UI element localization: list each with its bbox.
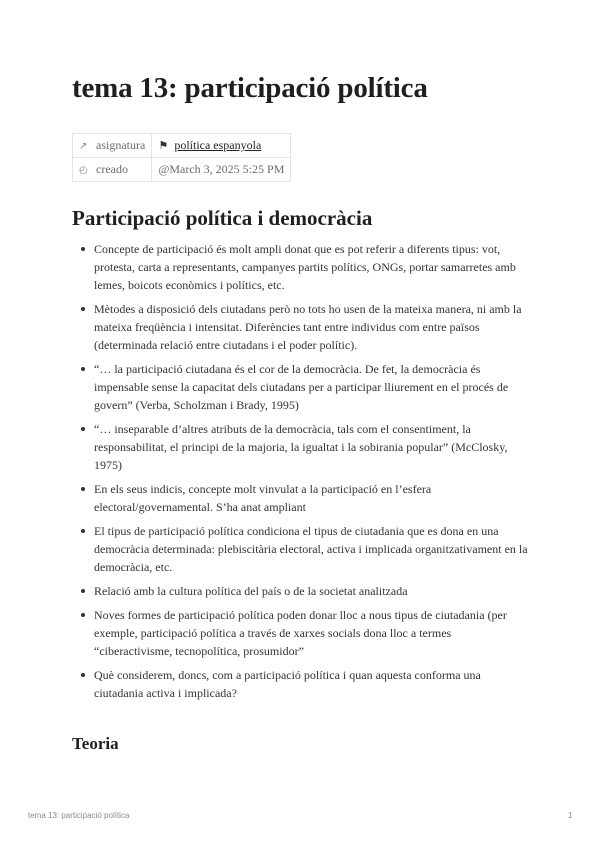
- arrow-up-right-icon: ↗: [79, 141, 88, 152]
- bullet-icon: [81, 589, 85, 593]
- list-item-text: En els seus indicis, concepte molt vinvulat a la participació en l’esfera electoral/governamental. S’ha anat ampliant: [94, 482, 432, 514]
- asignatura-link[interactable]: política espanyola: [174, 138, 262, 152]
- list-item: [72, 240, 530, 294]
- list-item-text: Relació amb la cultura política del país o de la societat analitzada: [94, 584, 408, 598]
- list-item-text: Noves formes de participació política poden donar lloc a nous tipus de ciutadania (per exemple, participació política a través de xarxes socials dona lloc a termes “ciberactivisme, tecnopolítica, prosumidor”: [94, 608, 507, 658]
- creado-value: @March 3, 2025 5:25 PM: [158, 162, 285, 176]
- list-item: [72, 582, 530, 600]
- property-row-creado: [73, 158, 291, 182]
- list-item: [72, 360, 530, 414]
- property-row-asignatura: [73, 134, 291, 158]
- flag-icon: ⚑: [158, 139, 169, 152]
- list-item-text: Mètodes a disposició dels ciutadans però no tots ho usen de la mateixa manera, ni amb la mateixa freqüència i intensitat. Diferències tant entre individus com entre països (determinada relació entre ciutadans i el poder polític).: [94, 302, 522, 352]
- property-key-asignatura: [73, 134, 152, 158]
- section-heading: Participació política i democràcia: [72, 206, 373, 230]
- creado-label: creado: [96, 162, 128, 176]
- list-item: [72, 666, 530, 702]
- bullet-list: [72, 240, 530, 708]
- property-value-asignatura: [152, 134, 291, 158]
- clock-icon: ◴: [79, 165, 88, 176]
- subheading-teoria: Teoria: [72, 734, 119, 753]
- bullet-icon: [81, 307, 85, 311]
- properties-table: [72, 133, 291, 182]
- property-value-creado: [152, 158, 291, 182]
- bullet-icon: [81, 673, 85, 677]
- list-item: [72, 480, 530, 516]
- list-item: [72, 522, 530, 576]
- footer-page-number: 1: [568, 811, 573, 820]
- property-key-creado: [73, 158, 152, 182]
- bullet-icon: [81, 367, 85, 371]
- bullet-icon: [81, 427, 85, 431]
- list-item-text: Concepte de participació és molt ampli donat que es pot referir a diferents tipus: vot, protesta, carta a representants, campanyes partits polítics, ONGs, portar samarretes amb lemes, boicots econòmics i polítics, etc.: [94, 242, 516, 292]
- footer-doc-title: tema 13: participació política: [28, 811, 130, 820]
- list-item-text: El tipus de participació política condiciona el tipus de ciutadania que es dona en una democràcia determinada: plebiscitària electoral, activa i implicada organitzativament en la democràcia, etc.: [94, 524, 528, 574]
- list-item-text: Què considerem, doncs, com a participació política i quan aquesta conforma una ciutadania activa i implicada?: [94, 668, 481, 700]
- bullet-icon: [81, 487, 85, 491]
- list-item: [72, 300, 530, 354]
- bullet-icon: [81, 529, 85, 533]
- bullet-icon: [81, 613, 85, 617]
- page-title: tema 13: participació política: [72, 72, 428, 104]
- asignatura-label: asignatura: [96, 138, 146, 152]
- list-item-text: “… la participació ciutadana és el cor de la democràcia. De fet, la democràcia és impensable sense la capacitat dels ciutadans per a participar lliurement en el procés de govern” (Verba, Scholzman i Brady, 1995): [94, 362, 509, 412]
- bullet-icon: [81, 247, 85, 251]
- list-item: [72, 420, 530, 474]
- list-item: [72, 606, 530, 660]
- list-item-text: “… inseparable d’altres atributs de la democràcia, tals com el consentiment, la responsabilitat, el principi de la majoria, la igualtat i la sobirania popular” (McClosky, 1975): [94, 422, 508, 472]
